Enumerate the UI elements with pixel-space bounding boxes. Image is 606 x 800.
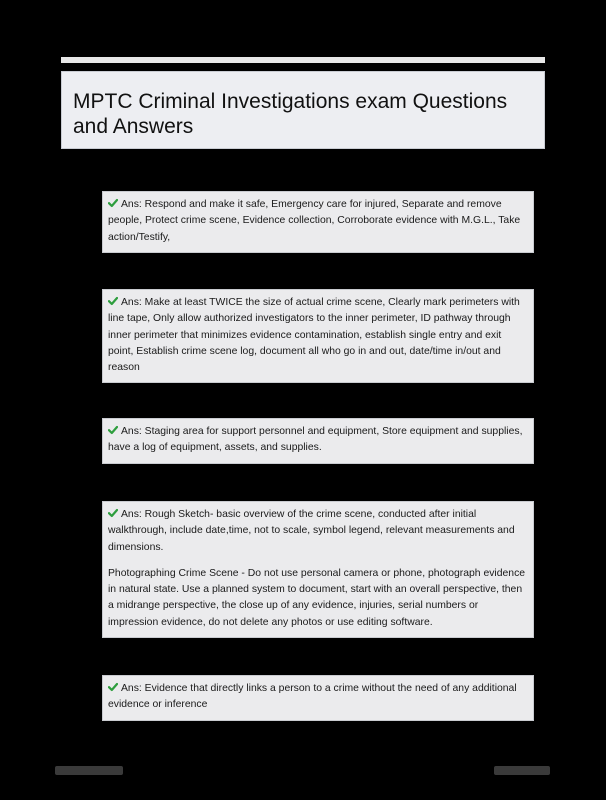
check-icon bbox=[108, 682, 118, 692]
answer-paragraph: Photographing Crime Scene - Do not use personal camera or phone, photograph evidence in natural state. Use a planned system to document, start with an overall perspective, then a midrange perspective, the close up of any evidence, injuries, serial numbers or impression evidence, do not delete any photos or use editing software. bbox=[108, 567, 526, 628]
answer-paragraph bbox=[108, 295, 527, 376]
footer-page-number bbox=[494, 766, 550, 775]
answer-box-2 bbox=[102, 289, 534, 383]
answer-text: Ans: Respond and make it safe, Emergency care for injured, Separate and remove people, Protect crime scene, Evidence collection, Corroborate evidence with M.G.L., Take action/Testify, bbox=[108, 199, 521, 243]
answer-text: Ans: Make at least TWICE the size of actual crime scene, Clearly mark perimeters with line tape, Only allow authorized investigators to the inner perimeter, ID pathway through inner perimeter that minimizes evidence contamination, establish single entry and exit point, Establish crime scene log, document all who go in and out, date/time in/out and reason bbox=[108, 297, 520, 374]
answer-text: Ans: Staging area for support personnel and equipment, Store equipment and supplies, have a log of equipment, assets, and supplies. bbox=[108, 426, 523, 454]
answer-box-1 bbox=[102, 191, 534, 253]
answer-paragraph bbox=[108, 507, 527, 556]
check-icon bbox=[108, 425, 118, 435]
header-rule bbox=[61, 57, 545, 63]
answer-text: Ans: Rough Sketch- basic overview of the crime scene, conducted after initial walkthrough, include date,time, not to scale, symbol legend, relevant measurements and dimensions. bbox=[108, 509, 515, 553]
footer-watermark bbox=[55, 766, 123, 775]
check-icon bbox=[108, 296, 118, 306]
page-title: MPTC Criminal Investigations exam Questions and Answers bbox=[73, 90, 508, 138]
answer-paragraph bbox=[108, 424, 527, 457]
check-icon bbox=[108, 198, 118, 208]
answer-box-5 bbox=[102, 675, 534, 721]
check-icon bbox=[108, 508, 118, 518]
answer-box-3 bbox=[102, 418, 534, 464]
answer-text: Ans: Evidence that directly links a person to a crime without the need of any additional evidence or inference bbox=[108, 683, 517, 711]
answer-paragraph bbox=[108, 197, 527, 246]
title-box bbox=[61, 71, 545, 149]
answer-paragraph bbox=[108, 681, 527, 714]
answer-box-4 bbox=[102, 501, 534, 638]
